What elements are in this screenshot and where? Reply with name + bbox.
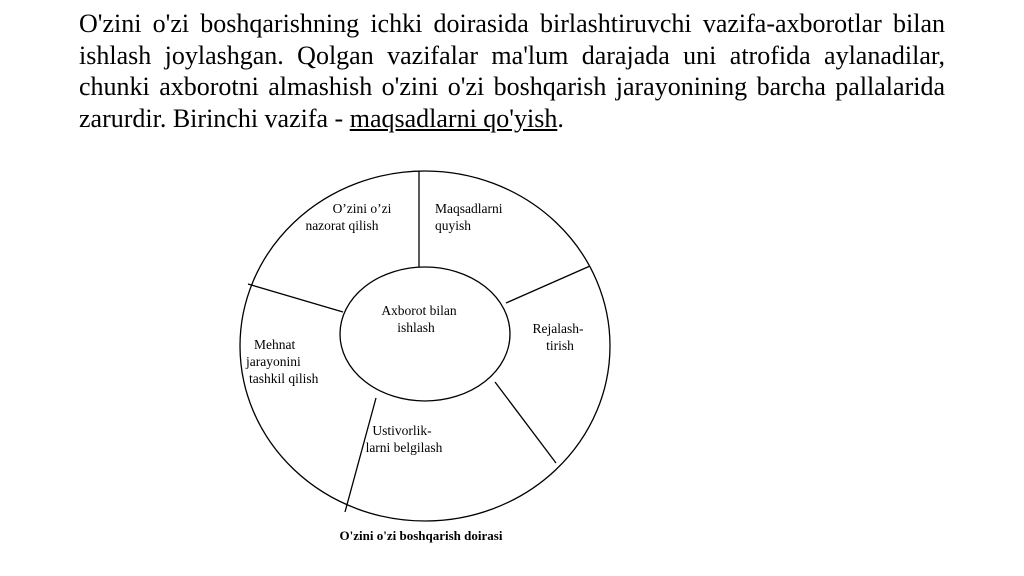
segment-mehnat-line2: jarayonini <box>246 354 301 369</box>
segment-maqsad-line1: Maqsadlarni <box>435 201 503 216</box>
center-label-line1: Axborot bilan <box>381 303 457 318</box>
paragraph-main-text: O'zini o'zi boshqarishning ichki doirasida birlashtiruvchi vazifa-axborotlar bilan ishlash joylashgan. Qolgan vazifalar ma'lum darajada uni atrofida aylanadilar, chunki axborotni almashish o'zini o'zi boshqarish jarayonining barcha pallalarida zarurdir. Birinchi vazifa - <box>79 9 945 133</box>
segment-rejalash-line1: Rejalash- <box>532 321 584 336</box>
segment-maqsad-line2: quyish <box>435 218 472 233</box>
divider-line-left <box>248 284 343 312</box>
segment-ustivorlik-line1: Ustivorlik- <box>372 423 432 438</box>
divider-line-lower-left <box>345 398 376 512</box>
segment-ustivorlik-line2: larni belgilash <box>365 440 443 455</box>
divider-line-lower-right <box>495 382 556 463</box>
paragraph-underlined-text: maqsadlarni qo'yish <box>349 103 558 133</box>
divider-line-upper-right <box>506 266 590 303</box>
segment-mehnat-line3: tashkil qilish <box>249 371 319 386</box>
paragraph-end-text: . <box>557 103 564 133</box>
segment-nazorat-line1: O’zini o’zi <box>332 201 392 216</box>
segment-nazorat-line2: nazorat qilish <box>305 218 379 233</box>
segment-mehnat-line1: Mehnat <box>254 337 296 352</box>
segment-rejalash-line2: tirish <box>546 338 574 353</box>
center-label-line2: ishlash <box>397 320 435 335</box>
diagram-caption: O'zini o'zi boshqarish doirasi <box>339 528 503 543</box>
